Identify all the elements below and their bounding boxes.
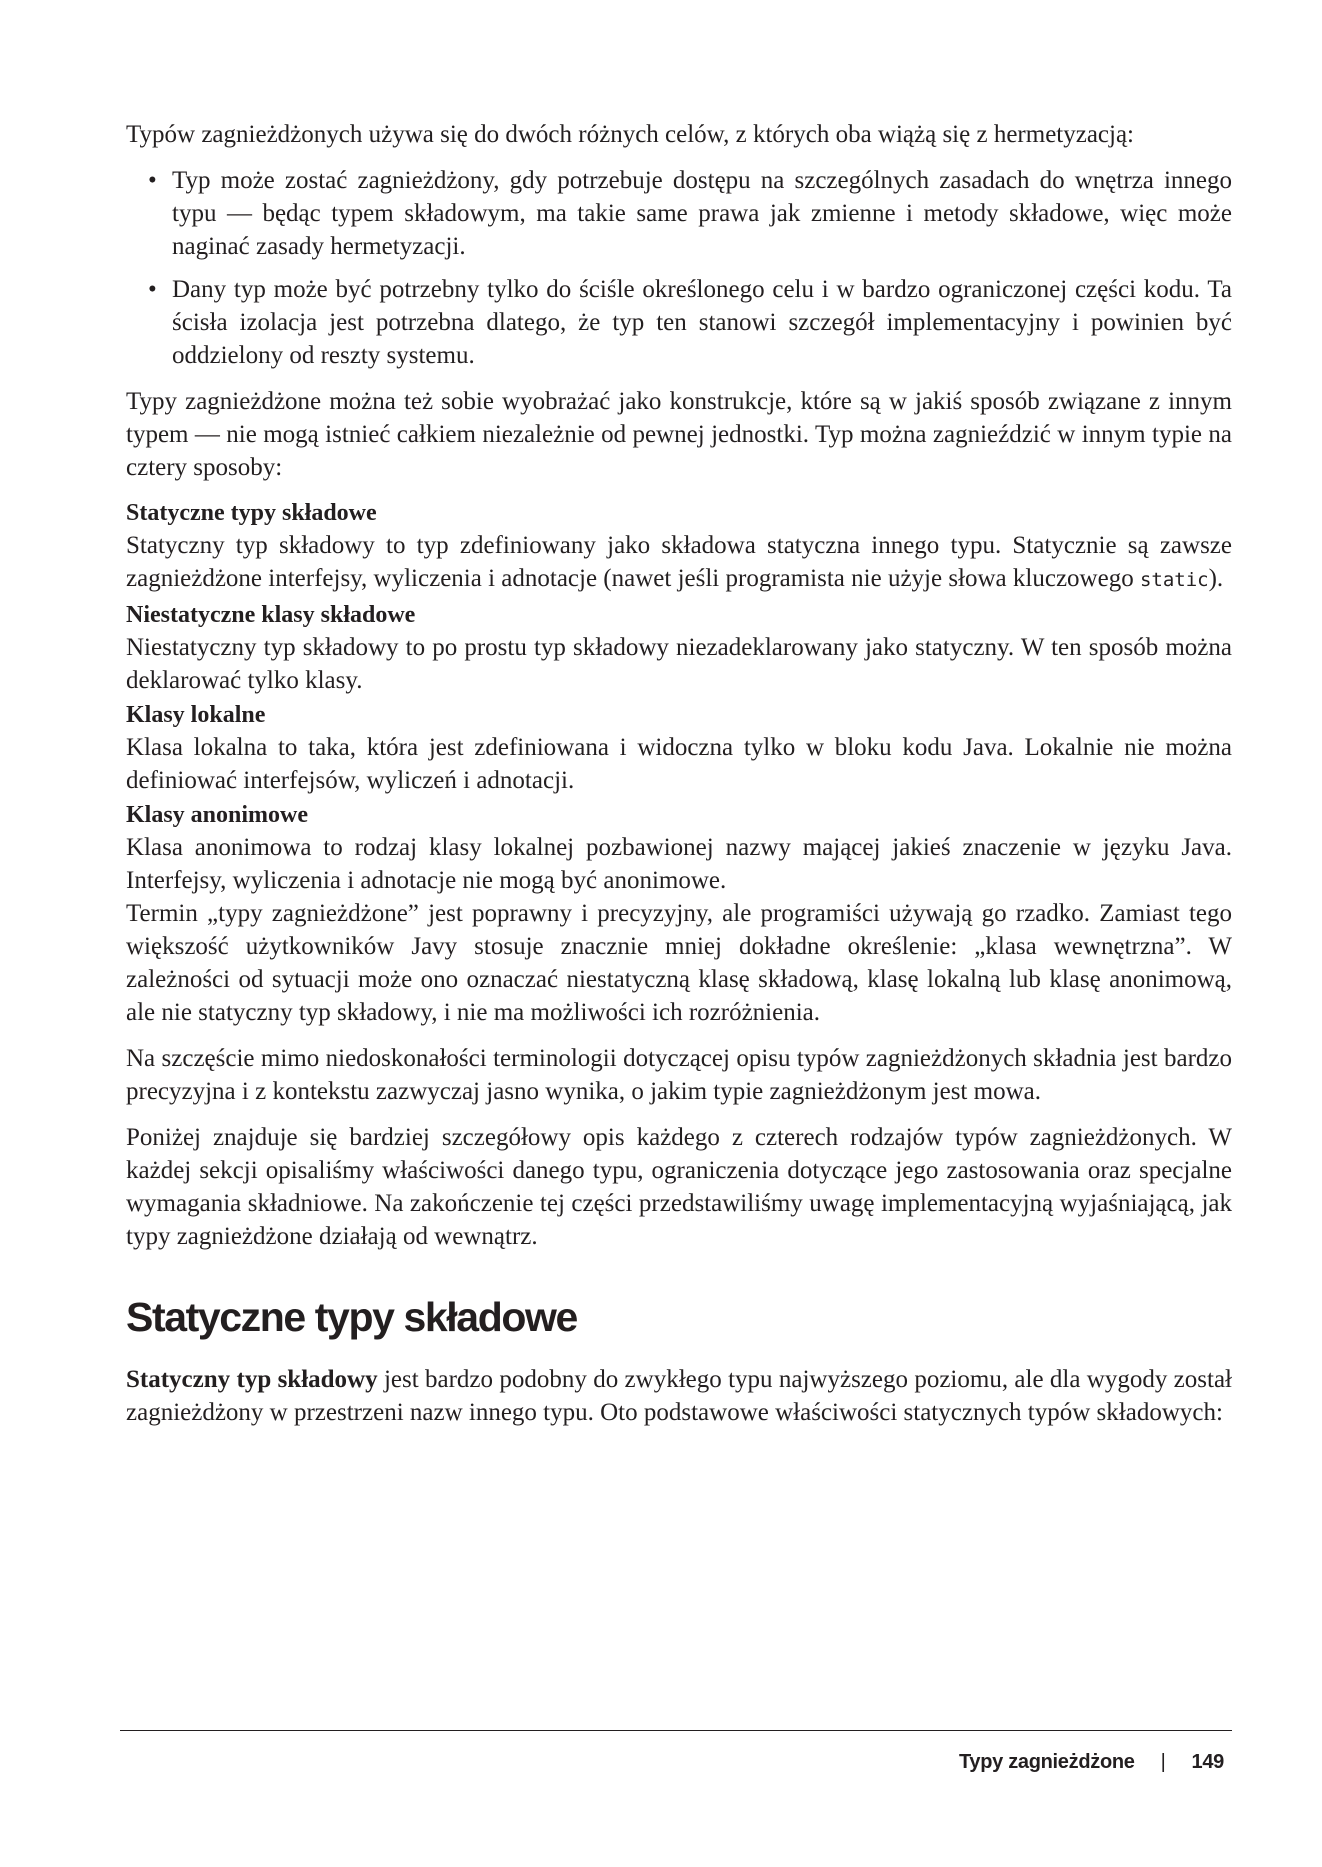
list-item: [126, 273, 1232, 372]
definition-text: Statyczny typ składowy to typ zdefiniowany jako składowa statyczna innego typu. Statycznie są zawsze zagnieżdżone interfejsy, wyliczenia i adnotacje (nawet jeśli programista nie użyje słowa kluczowego: [126, 532, 1232, 592]
section-heading: Statyczne typy składowe: [126, 1294, 577, 1340]
nested-types-definitions: [126, 497, 1232, 897]
purpose-list: [126, 164, 1232, 372]
section-paragraph: [126, 1363, 1232, 1429]
bullet-icon: •: [148, 276, 157, 303]
definition-description: Klasa anonimowa to rodzaj klasy lokalnej pozbawionej nazwy mającej jakieś znaczenie w języku Java. Interfejsy, wyliczenia i adnotacje nie mogą być anonimowe.: [126, 834, 1232, 894]
intro-paragraph-2: Typy zagnieżdżone można też sobie wyobrażać jako konstrukcje, które są w jakiś sposób związane z innym typem — nie mogą istnieć całkiem niezależnie od pewnej jednostki. Typ można zagnieździć w innym typie na cztery sposoby:: [126, 388, 1232, 481]
definition-term: Statyczne typy składowe: [126, 500, 377, 526]
body-paragraph: Poniżej znajduje się bardziej szczegółowy opis każdego z czterech rodzajów typów zagnieżdżonych. W każdej sekcji opisaliśmy właściwości danego typu, ograniczenia dotyczące jego zastosowania oraz specjalne wymagania składniowe. Na zakończenie tej części przedstawiliśmy uwagę implementacyjną wyjaśniającą, jak typy zagnieżdżone działają od wewnątrz.: [126, 1124, 1232, 1250]
definition-text-end: ).: [1208, 565, 1224, 592]
list-item-text: Dany typ może być potrzebny tylko do ściśle określonego celu i w bardzo ograniczonej części kodu. Ta ścisła izolacja jest potrzebna dlatego, że typ ten stanowi szczegół implementacyjny i powinien być oddzielony od reszty systemu.: [172, 276, 1232, 369]
bold-term: Statyczny typ składowy: [126, 1366, 378, 1393]
definition-term: Niestatyczne klasy składowe: [126, 602, 416, 628]
page-content: [126, 118, 1232, 1442]
definition-description: Niestatyczny typ składowy to po prostu typ składowy niezadeklarowany jako statyczny. W ten sposób można deklarować tylko klasy.: [126, 634, 1232, 694]
definition-term: Klasy anonimowe: [126, 802, 309, 828]
definition-description: [126, 529, 1232, 597]
footer-separator: |: [1160, 1751, 1166, 1773]
footer-divider: [120, 1730, 1232, 1731]
definition-description: Klasa lokalna to taka, która jest zdefiniowana i widoczna tylko w bloku kodu Java. Lokalnie nie można definiować interfejsów, wyliczeń i adnotacji.: [126, 734, 1232, 794]
bullet-icon: •: [148, 167, 157, 194]
intro-paragraph: Typów zagnieżdżonych używa się do dwóch różnych celów, z których oba wiążą się z hermetyzacją:: [126, 121, 1135, 148]
body-paragraph: Termin „typy zagnieżdżone” jest poprawny i precyzyjny, ale programiści używają go rzadko. Zamiast tego większość użytkowników Javy stosuje znacznie mniej dokładne określenie: „klasa wewnętrzna”. W zależności od sytuacji może ono oznaczać niestatyczną klasę składową, klasę lokalną lub klasę anonimową, ale nie statyczny typ składowy, i nie ma możliwości ich rozróżnienia.: [126, 900, 1232, 1026]
footer-chapter-title: Typy zagnieżdżone: [958, 1751, 1135, 1773]
page-footer: [959, 1749, 1224, 1775]
list-item: [126, 164, 1232, 263]
list-item-text: Typ może zostać zagnieżdżony, gdy potrzebuje dostępu na szczególnych zasadach do wnętrza innego typu — będąc typem składowym, ma takie same prawa jak zmienne i metody składowe, więc może naginać zasady hermetyzacji.: [172, 167, 1232, 260]
page-number: 149: [1191, 1751, 1224, 1773]
definition-term: Klasy lokalne: [126, 702, 266, 728]
body-paragraph: Na szczęście mimo niedoskonałości terminologii dotyczącej opisu typów zagnieżdżonych składnia jest bardzo precyzyjna i z kontekstu zazwyczaj jasno wynika, o jakim typie zagnieżdżonym jest mowa.: [126, 1045, 1232, 1105]
code-keyword: static: [1139, 569, 1209, 591]
section-paragraph-text: jest bardzo podobny do zwykłego typu najwyższego poziomu, ale dla wygody został zagnieżdżony w przestrzeni nazw innego typu. Oto podstawowe właściwości statycznych typów składowych:: [126, 1366, 1232, 1426]
